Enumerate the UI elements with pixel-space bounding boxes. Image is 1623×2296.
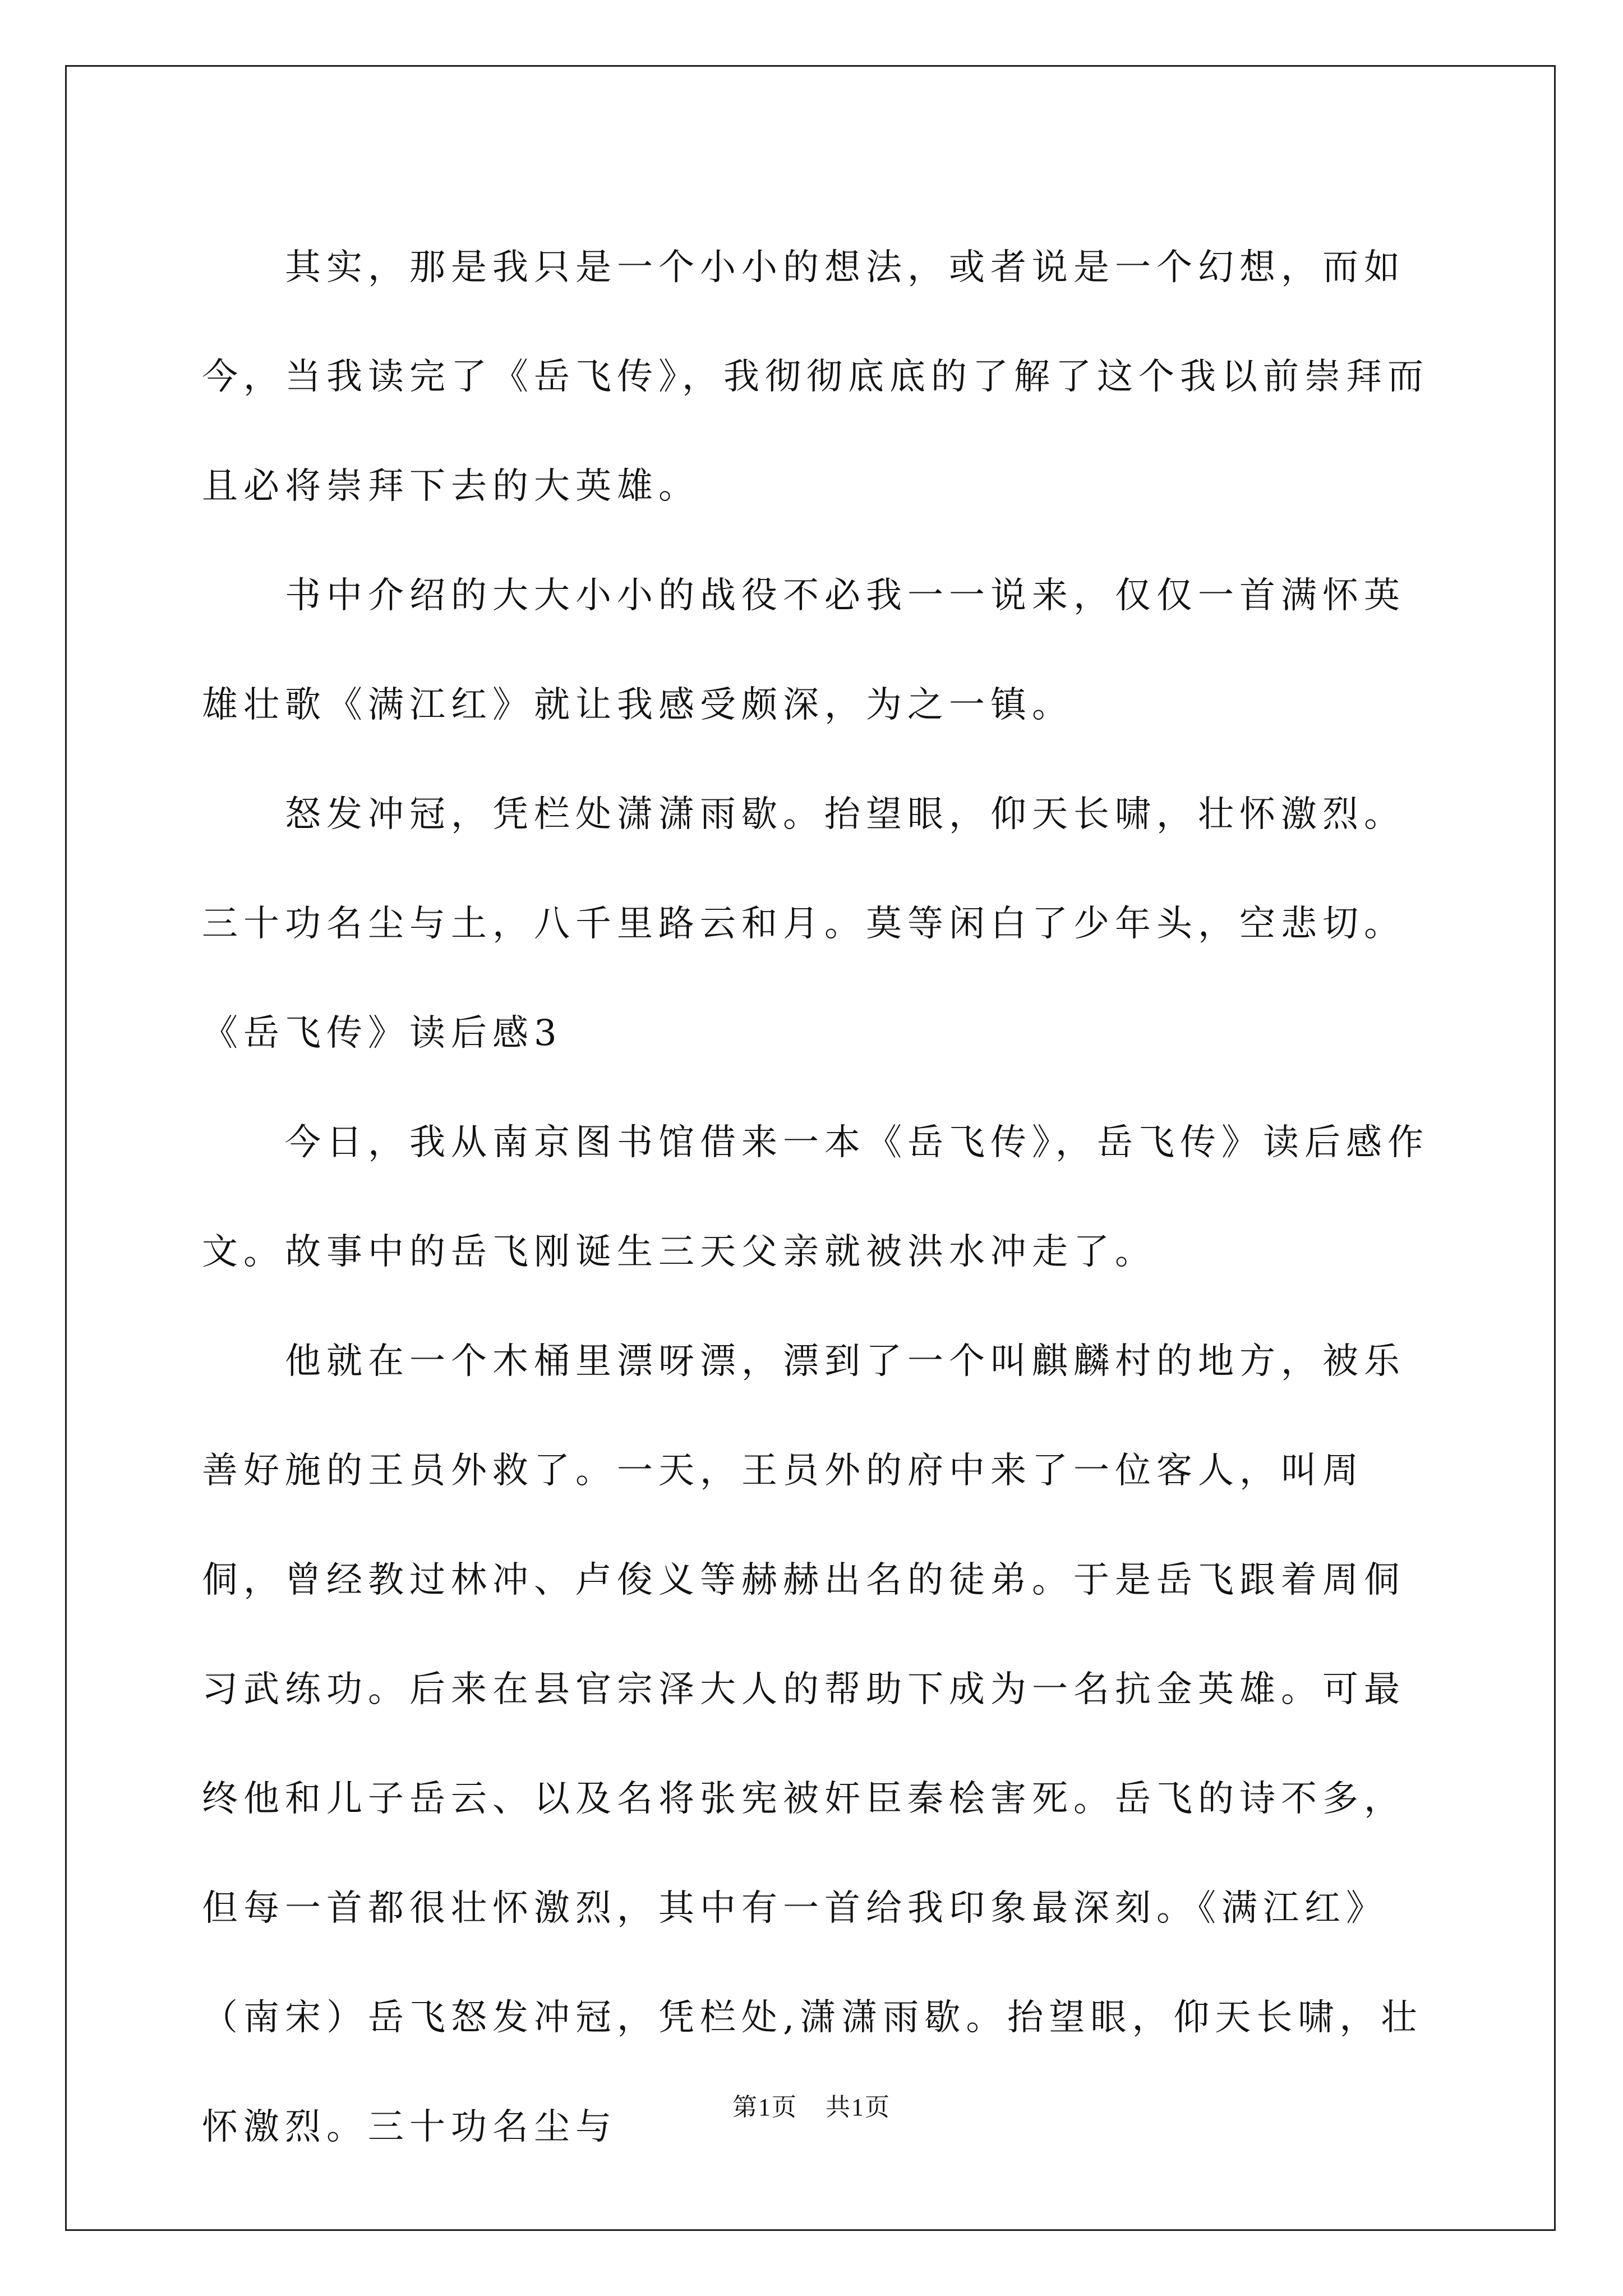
section-heading: 《岳飞传》读后感3 — [202, 1013, 562, 1054]
paragraph-5: 他就在一个木桶里漂呀漂，漂到了一个叫麒麟村的地方，被乐善好施的王员外救了。一天，王员外的府中来了一位客人，叫周侗，曾经教过林冲、卢俊义等赫赫出名的徒弟。于是岳飞跟着周侗习武练功。后来在县官宗泽大人的帮助下成为一名抗金英雄。可最终他和儿子岳云、以及名将张宪被奸臣秦桧害死。岳飞的诗不多，但每一首都很壮怀激烈，其中有一首给我印象最深刻。《满江红》（南宋）岳飞怒发冲冠，凭栏处,潇潇雨歇。抬望眼，仰天长啸，壮怀激烈。三十功名尘与 — [202, 1341, 1423, 2148]
paragraph-3: 怒发冲冠，凭栏处潇潇雨歇。抬望眼，仰天长啸，壮怀激烈。三十功名尘与土，八千里路云和月。莫等闲白了少年头，空悲切。 — [202, 794, 1405, 945]
paragraph-1: 其实，那是我只是一个小小的想法，或者说是一个幻想，而如今，当我读完了《岳飞传》，我彻彻底底的了解了这个我以前崇拜而且必将崇拜下去的大英雄。 — [202, 247, 1429, 507]
paragraph-2: 书中介绍的大大小小的战役不必我一一说来，仅仅一首满怀英雄壮歌《满江红》就让我感受颇深，为之一镇。 — [202, 575, 1405, 726]
page-footer — [0, 2087, 1623, 2123]
paragraph-4: 今日，我从南京图书馆借来一本《岳飞传》，岳飞传》读后感作文。故事中的岳飞刚诞生三天父亲就被洪水冲走了。 — [202, 1122, 1429, 1273]
page-number: 第1页 — [732, 2093, 797, 2121]
document-body — [202, 213, 1430, 2182]
page-total: 共1页 — [826, 2093, 891, 2121]
